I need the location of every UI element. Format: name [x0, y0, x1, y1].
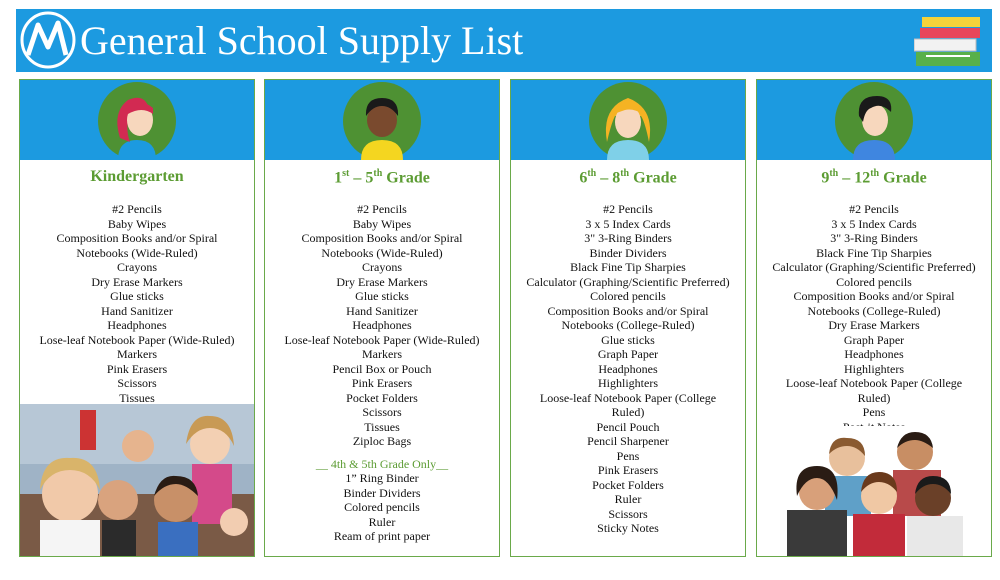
list-item: 3 x 5 Index Cards — [831, 216, 917, 231]
supply-list — [757, 202, 991, 434]
list-item: Highlighters — [844, 361, 904, 376]
supply-list — [265, 202, 499, 544]
list-item: Notebooks (Wide-Ruled) — [321, 245, 443, 260]
column-header-band — [20, 80, 254, 160]
list-item: Scissors — [608, 506, 648, 521]
stacked-books-icon — [914, 15, 986, 69]
list-item: #2 Pencils — [603, 202, 653, 216]
list-item: Pink Erasers — [106, 361, 168, 376]
column-kindergarten — [19, 79, 255, 557]
list-item: Composition Books and/or Spiral — [56, 231, 218, 245]
supply-list — [20, 202, 254, 405]
list-item: 3" 3-Ring Binders — [830, 231, 918, 245]
list-item: Hand Sanitizer — [101, 303, 173, 318]
column-title: 1st – 5th Grade — [334, 168, 430, 187]
list-item: Loose-leaf Notebook Paper (College — [785, 376, 963, 390]
list-item: #2 Pencils — [357, 202, 407, 216]
list-item: #2 Pencils — [112, 202, 162, 216]
list-item: Colored pencils — [344, 500, 420, 514]
list-item: Pencil Pouch — [596, 419, 660, 434]
list-item: Tissues — [119, 390, 155, 405]
list-item: Pens — [616, 448, 640, 463]
list-item: Graph Paper — [597, 347, 659, 361]
list-item: Lose-leaf Notebook Paper (Wide-Ruled) — [284, 332, 480, 347]
list-item: Scissors — [117, 376, 157, 390]
list-item: Baby Wipes — [107, 216, 167, 231]
list-item: Pencil Box or Pouch — [332, 361, 432, 376]
list-item: Composition Books and/or Spiral — [547, 303, 709, 318]
list-item: Pink Erasers — [351, 376, 413, 390]
list-item: Glue sticks — [601, 332, 655, 347]
list-item: 3" 3-Ring Binders — [584, 231, 672, 245]
list-item: Pocket Folders — [592, 477, 664, 492]
girl-avatar-icon — [98, 82, 176, 160]
list-item: Calculator (Graphing/Scientific Preferred) — [772, 260, 976, 274]
list-item: Notebooks (Wide-Ruled) — [76, 245, 198, 260]
list-item: Markers — [117, 347, 157, 361]
header-banner — [16, 9, 992, 72]
list-item: Composition Books and/or Spiral — [793, 289, 955, 303]
list-item: Pocket Folders — [346, 390, 418, 405]
list-item: Black Fine Tip Sharpies — [816, 245, 932, 260]
list-item: Loose-leaf Notebook Paper (College — [539, 390, 717, 405]
column-grades-1-5 — [264, 79, 500, 557]
list-item: Ruler — [614, 492, 642, 506]
list-item: Pink Erasers — [597, 463, 659, 477]
page-title: General School Supply List — [80, 18, 524, 63]
stylized-m-logo-icon — [20, 11, 76, 69]
list-item: Glue sticks — [110, 289, 164, 303]
list-item: Graph Paper — [843, 332, 905, 347]
list-item: Crayons — [117, 260, 157, 274]
list-item: Notebooks (College-Ruled) — [561, 318, 695, 332]
list-item: Pencil Sharpener — [587, 434, 669, 448]
supply-list — [511, 202, 745, 536]
column-title: 6th – 8th Grade — [579, 168, 677, 187]
list-item: 1” Ring Binder — [345, 471, 419, 485]
girl-avatar-icon — [589, 82, 667, 160]
section-subheading: __ 4th & 5th Grade Only__ — [315, 456, 449, 471]
list-item: Colored pencils — [836, 274, 912, 289]
list-item: Calculator (Graphing/Scientific Preferred) — [526, 274, 730, 289]
list-item: Headphones — [598, 361, 658, 376]
list-item: Binder Dividers — [589, 245, 667, 260]
column-title: Kindergarten — [90, 168, 184, 185]
list-item: Pens — [862, 405, 886, 419]
list-item: Ruler — [368, 514, 396, 529]
list-item: Dry Erase Markers — [336, 274, 428, 289]
list-item: Composition Books and/or Spiral — [301, 231, 463, 245]
column-grades-6-8 — [510, 79, 746, 557]
list-item: Binder Dividers — [343, 485, 421, 500]
column-header-band — [511, 80, 745, 160]
list-item: Hand Sanitizer — [346, 303, 418, 318]
list-item: Ream of print paper — [333, 529, 431, 543]
list-item: Dry Erase Markers — [828, 318, 920, 332]
list-item: Scissors — [362, 405, 402, 419]
column-title: 9th – 12th Grade — [821, 168, 927, 187]
list-item: Black Fine Tip Sharpies — [570, 260, 686, 274]
list-item: #2 Pencils — [849, 202, 899, 216]
column-header-band — [757, 80, 991, 160]
kids-playground-photo — [20, 404, 254, 556]
list-item: Baby Wipes — [352, 216, 412, 231]
list-item: Headphones — [844, 347, 904, 361]
list-item: Headphones — [107, 318, 167, 332]
column-grades-9-12 — [756, 79, 992, 557]
column-header-band — [265, 80, 499, 160]
list-item: Tissues — [364, 419, 400, 434]
list-item: Notebooks (College-Ruled) — [807, 303, 941, 318]
list-item: Sticky Notes — [597, 521, 659, 535]
list-item: Dry Erase Markers — [91, 274, 183, 289]
list-item: Ziploc Bags — [352, 434, 412, 448]
boy-avatar-icon — [835, 82, 913, 160]
teens-group-photo — [757, 426, 991, 556]
list-item: Ruled) — [611, 405, 645, 419]
list-item: Crayons — [362, 260, 402, 274]
list-item: Lose-leaf Notebook Paper (Wide-Ruled) — [39, 332, 235, 347]
list-item: Markers — [362, 347, 402, 361]
list-item: 3 x 5 Index Cards — [585, 216, 671, 231]
list-item: Highlighters — [598, 376, 658, 390]
list-item: Ruled) — [857, 390, 891, 405]
boy-avatar-icon — [343, 82, 421, 160]
list-item: Glue sticks — [355, 289, 409, 303]
list-item: Colored pencils — [590, 289, 666, 303]
list-item: Headphones — [352, 318, 412, 332]
